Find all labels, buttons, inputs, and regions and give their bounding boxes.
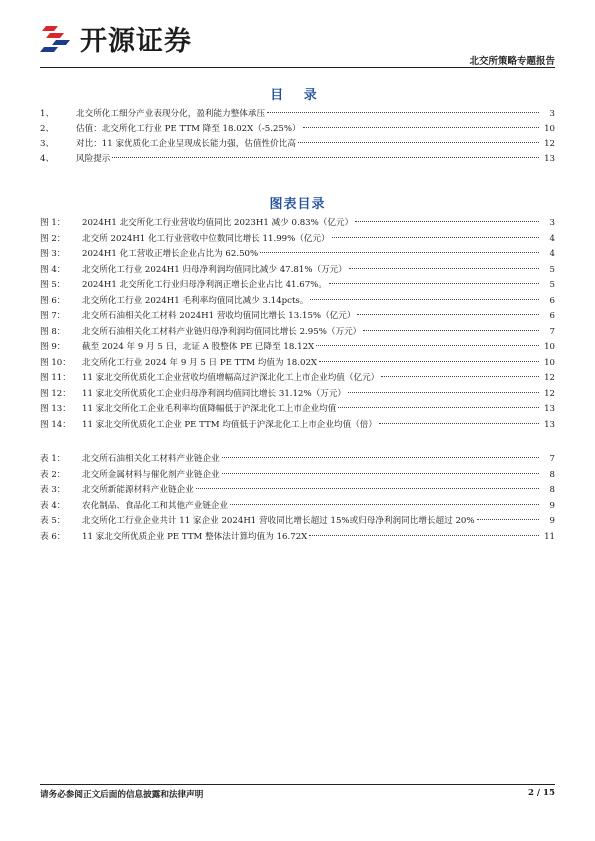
toc-entry[interactable] xyxy=(40,122,555,136)
brand-mark-icon xyxy=(40,22,74,54)
toc-entry-text: 风险提示 xyxy=(76,154,111,164)
figures-toc-title: 图表目录 xyxy=(269,197,326,212)
dot-leader xyxy=(477,519,539,520)
figure-page: 4 xyxy=(549,249,555,259)
dot-leader xyxy=(260,252,539,253)
toc-entry-number: 4、 xyxy=(40,154,55,164)
figure-number: 图 14： xyxy=(40,419,71,430)
figure-page: 10 xyxy=(544,342,555,352)
figure-entry[interactable] xyxy=(40,216,555,230)
dot-leader xyxy=(355,221,539,222)
figure-caption: 北交所化工行业 2024H1 归母净利润均值同比减少 47.81%（万元） xyxy=(82,264,347,275)
figure-entry[interactable] xyxy=(40,263,555,277)
table-page: 11 xyxy=(544,531,555,542)
table-number: 表 2： xyxy=(40,469,66,480)
figure-page: 12 xyxy=(544,388,555,399)
table-caption: 农化制品、食品化工和其他产业链企业 xyxy=(82,500,229,511)
toc-entry-page: 10 xyxy=(544,124,555,134)
dot-leader xyxy=(348,392,539,393)
table-page: 9 xyxy=(549,516,555,526)
toc-entry[interactable] xyxy=(40,137,555,151)
figure-caption: 北交所石油相关化工材料产业链归母净利润均值同比增长 2.95%（万元） xyxy=(82,326,362,337)
figure-page: 3 xyxy=(549,218,555,228)
figure-entry[interactable] xyxy=(40,232,555,246)
dot-leader xyxy=(349,268,539,269)
figure-number: 图 3： xyxy=(40,249,66,259)
table-entry[interactable] xyxy=(40,499,555,513)
table-caption: 北交所新能源材料产业链企业 xyxy=(82,485,194,495)
table-entry[interactable] xyxy=(40,468,555,482)
figure-caption: 北交所化工行业 2024H1 毛利率均值同比减少 3.14pcts。 xyxy=(82,295,309,306)
dot-leader xyxy=(196,488,539,489)
table-caption: 北交所化工行业企业共计 11 家企业 2024H1 营收同比增长超过 15%或归母净利润同比增长超过 20% xyxy=(82,516,475,526)
dot-leader xyxy=(363,330,539,331)
header-divider xyxy=(40,67,555,68)
figure-entry[interactable] xyxy=(40,247,555,261)
page-number: 2 / 15 xyxy=(527,788,555,798)
table-entry[interactable] xyxy=(40,530,555,544)
dot-leader xyxy=(230,504,539,505)
figure-page: 10 xyxy=(544,357,555,368)
table-number: 表 4： xyxy=(40,500,66,511)
figure-entry[interactable] xyxy=(40,340,555,354)
figure-number: 图 11： xyxy=(40,373,71,383)
dot-leader xyxy=(222,473,539,474)
figure-entry[interactable] xyxy=(40,402,555,416)
figure-number: 图 5： xyxy=(40,280,66,290)
figure-page: 13 xyxy=(544,419,555,430)
figure-caption: 2024H1 化工营收正增长企业占比为 62.50% xyxy=(82,249,259,259)
toc-entry-number: 2、 xyxy=(40,124,55,134)
dot-leader xyxy=(267,112,539,113)
toc-entry-text: 对比：11 家优质化工企业呈现成长能力强，估值性价比高 xyxy=(76,139,296,149)
figure-page: 7 xyxy=(549,326,555,337)
figure-entry[interactable] xyxy=(40,387,555,401)
toc-entry-number: 3、 xyxy=(40,139,55,149)
figure-caption: 11 家北交所优质化工企业归母净利润均值同比增长 31.12%（万元） xyxy=(82,388,347,399)
toc-entry[interactable] xyxy=(40,107,555,121)
figure-entry[interactable] xyxy=(40,371,555,385)
figure-entry[interactable] xyxy=(40,325,555,339)
dot-leader xyxy=(329,283,539,284)
figure-caption: 11 家北交所优质化工企业营收均值增幅高过沪深北化工上市企业均值（亿元） xyxy=(82,373,380,383)
figure-caption: 2024H1 北交所化工行业归母净利润正增长企业占比 41.67%。 xyxy=(82,280,327,290)
dot-leader xyxy=(303,127,539,128)
report-type-label: 北交所策略专题报告 xyxy=(469,56,555,67)
table-caption: 北交所石油相关化工材料产业链企业 xyxy=(82,454,220,464)
table-page: 8 xyxy=(549,469,555,480)
toc-entry-text: 估值：北交所化工行业 PE TTM 降至 18.02X（-5.25%） xyxy=(76,124,301,134)
dot-leader xyxy=(309,535,539,536)
figure-page: 13 xyxy=(544,404,555,414)
toc-entry-number: 1、 xyxy=(40,109,55,119)
dot-leader xyxy=(222,457,539,458)
table-number: 表 3： xyxy=(40,485,66,495)
footer-disclaimer: 请务必参阅正文后面的信息披露和法律声明 xyxy=(40,790,204,800)
figure-caption: 2024H1 北交所化工行业营收均值同比 2023H1 减少 0.83%（亿元） xyxy=(82,218,354,228)
table-caption: 北交所金属材料与催化剂产业链企业 xyxy=(82,469,220,480)
toc-entry-text: 北交所化工细分产业表现分化，盈利能力整体承压 xyxy=(76,109,266,119)
dot-leader xyxy=(316,345,539,346)
figure-page: 12 xyxy=(544,373,555,383)
figure-caption: 北交所化工行业 2024 年 9 月 5 日 PE TTM 均值为 18.02X xyxy=(82,357,318,368)
dot-leader xyxy=(338,407,539,408)
toc-entry-page: 13 xyxy=(544,154,555,164)
figure-page: 5 xyxy=(549,264,555,275)
figure-entry[interactable] xyxy=(40,294,555,308)
figure-number: 图 12： xyxy=(40,388,71,399)
brand-name: 开源证券 xyxy=(80,25,192,57)
figure-page: 5 xyxy=(549,280,555,290)
dot-leader xyxy=(319,361,539,362)
figure-number: 图 7： xyxy=(40,311,66,321)
figure-number: 图 8： xyxy=(40,326,66,337)
figure-caption: 11 家北交所优质化工企业 PE TTM 均值低于沪深北化工上市企业均值（倍） xyxy=(82,419,377,430)
figure-caption: 截至 2024 年 9 月 5 日，北证 A 股整体 PE 已降至 18.12X xyxy=(82,342,315,352)
table-caption: 11 家北交所优质企业 PE TTM 整体法计算均值为 16.72X xyxy=(82,531,308,542)
figure-caption: 11 家北交所化工企业毛利率均值降幅低于沪深北化工上市企业均值 xyxy=(82,404,337,414)
figure-page: 6 xyxy=(549,311,555,321)
dot-leader xyxy=(381,376,539,377)
toc-entry[interactable] xyxy=(40,152,555,166)
table-entry[interactable] xyxy=(40,452,555,466)
dot-leader xyxy=(310,299,539,300)
figure-number: 图 13： xyxy=(40,404,71,414)
figure-caption: 北交所 2024H1 化工行业营收中位数同比增长 11.99%（亿元） xyxy=(82,233,330,244)
table-number: 表 6： xyxy=(40,531,66,542)
figure-entry[interactable] xyxy=(40,309,555,323)
dot-leader xyxy=(379,423,539,424)
figure-number: 图 1： xyxy=(40,218,66,228)
table-entry[interactable] xyxy=(40,483,555,497)
table-number: 表 5： xyxy=(40,516,66,526)
figure-number: 图 6： xyxy=(40,295,66,306)
table-page: 8 xyxy=(549,485,555,495)
figure-page: 4 xyxy=(549,233,555,244)
figure-caption: 北交所石油相关化工材料 2024H1 营收均值同比增长 13.15%（亿元） xyxy=(82,311,356,321)
company-logo xyxy=(40,18,192,58)
figure-number: 图 2： xyxy=(40,233,66,244)
figure-number: 图 9： xyxy=(40,342,66,352)
table-entry[interactable] xyxy=(40,514,555,528)
toc-entry-page: 12 xyxy=(544,139,555,149)
figure-entry[interactable] xyxy=(40,356,555,370)
figure-page: 6 xyxy=(549,295,555,306)
dot-leader xyxy=(112,157,539,158)
figure-number: 图 4： xyxy=(40,264,66,275)
toc-entry-page: 3 xyxy=(549,109,555,119)
table-number: 表 1： xyxy=(40,454,66,464)
figure-entry[interactable] xyxy=(40,418,555,432)
figure-entry[interactable] xyxy=(40,278,555,292)
footer-divider xyxy=(40,784,555,785)
dot-leader xyxy=(357,314,539,315)
dot-leader xyxy=(332,237,539,238)
toc-title: 目 录 xyxy=(270,88,325,103)
table-page: 7 xyxy=(549,454,555,464)
dot-leader xyxy=(298,142,539,143)
figure-number: 图 10： xyxy=(40,357,71,368)
table-page: 9 xyxy=(549,500,555,511)
